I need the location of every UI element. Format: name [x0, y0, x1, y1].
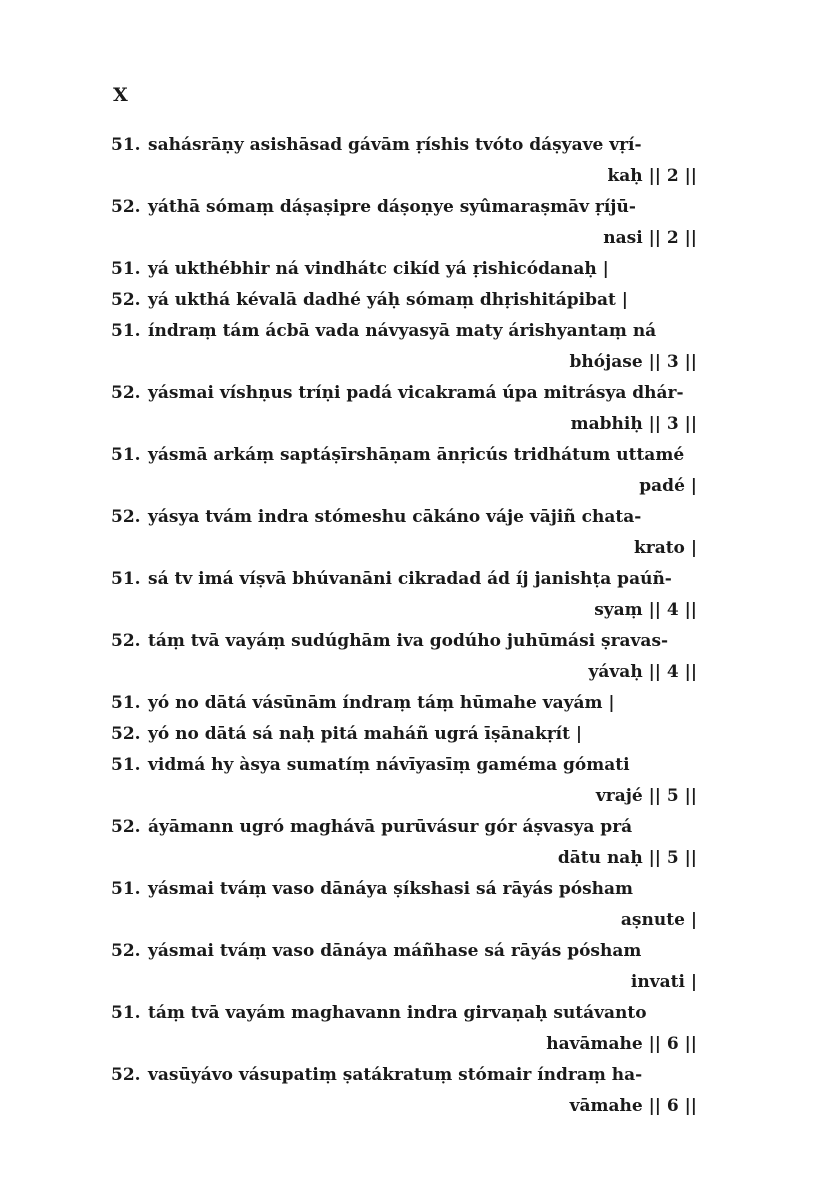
verse-continuation: krato | — [633, 538, 697, 558]
verse-item — [111, 254, 697, 285]
verse-item — [111, 874, 697, 936]
verse-number: 52. — [111, 197, 141, 217]
verse-line — [111, 1060, 697, 1091]
verse-continuation: vāmahe || 6 || — [569, 1096, 697, 1116]
verse-item — [111, 285, 697, 316]
verse-line — [111, 440, 697, 471]
verse-text: sá tv imá víṣvā bhúvanāni cikradad ád íj janishṭa paúñ- — [148, 569, 672, 589]
verse-item — [111, 688, 697, 719]
verse-line — [111, 192, 697, 223]
verse-line — [111, 750, 697, 781]
verse-number: 51. — [111, 755, 141, 775]
verse-text: yásmā arkáṃ saptáṣīrshāṇam ānṛicús tridhátum uttamé — [148, 445, 685, 465]
verse-item — [111, 378, 697, 440]
verse-continuation: aṣnute | — [620, 910, 697, 930]
verse-continuation: mabhiḥ || 3 || — [570, 414, 697, 434]
verse-text: yá ukthá kévalā dadhé yáḥ sómaṃ dhṛishitápibat | — [148, 290, 628, 310]
verse-item — [111, 719, 697, 750]
verse-number: 52. — [111, 290, 141, 310]
verse-item — [111, 812, 697, 874]
verse-continuation: vrajé || 5 || — [595, 786, 697, 806]
verse-number: 51. — [111, 693, 141, 713]
verse-number: 51. — [111, 445, 141, 465]
verse-number: 51. — [111, 569, 141, 589]
verse-line — [111, 130, 697, 161]
verse-number: 51. — [111, 259, 141, 279]
verse-number: 52. — [111, 631, 141, 651]
verse-number: 52. — [111, 1065, 141, 1085]
verse-continuation: nasi || 2 || — [603, 228, 697, 248]
verse-number: 52. — [111, 383, 141, 403]
verse-line — [111, 688, 697, 719]
verse-item — [111, 564, 697, 626]
verse-text: índraṃ tám ácbā vada návyasyā maty árishyantaṃ ná — [148, 321, 657, 341]
verse-text: yásya tvám indra stómeshu cākáno váje vājiñ chata- — [148, 507, 642, 527]
verse-line — [111, 378, 697, 409]
verse-line — [111, 316, 697, 347]
verse-line — [111, 285, 697, 316]
page-number: X — [113, 84, 128, 106]
verse-continuation: invati | — [630, 972, 697, 992]
verse-number: 51. — [111, 321, 141, 341]
verse-line — [111, 502, 697, 533]
verse-text: táṃ tvā vayám maghavann indra girvaṇaḥ sutávanto — [148, 1003, 647, 1023]
verse-text: yáthā sómaṃ dáṣaṣipre dáṣoṇye syûmaraṣmāv ṛíjū- — [148, 197, 636, 217]
verse-line — [111, 254, 697, 285]
verse-line — [111, 936, 697, 967]
verse-item — [111, 750, 697, 812]
verse-continuation: bhójase || 3 || — [569, 352, 697, 372]
verse-number: 52. — [111, 817, 141, 837]
verse-line — [111, 626, 697, 657]
verse-number: 51. — [111, 1003, 141, 1023]
verse-item — [111, 936, 697, 998]
verse-text: yó no dātá sá naḥ pitá maháñ ugrá īṣānakṛít | — [148, 724, 583, 744]
verse-list — [111, 130, 697, 1122]
verse-text: yó no dātá vásūnām índraṃ táṃ hūmahe vayám | — [148, 693, 615, 713]
verse-item — [111, 626, 697, 688]
verse-item — [111, 316, 697, 378]
verse-continuation: dātu naḥ || 5 || — [557, 848, 697, 868]
verse-text: yásmai tváṃ vaso dānáya ṣíkshasi sá rāyás pósham — [148, 879, 634, 899]
verse-item — [111, 130, 697, 192]
verse-item — [111, 192, 697, 254]
verse-text: yá ukthébhir ná vindhátc cikíd yá ṛishicódanaḥ | — [148, 259, 609, 279]
verse-text: yásmai tváṃ vaso dānáya máñhase sá rāyás pósham — [148, 941, 642, 961]
verse-number: 52. — [111, 941, 141, 961]
verse-continuation: syaṃ || 4 || — [594, 600, 697, 620]
verse-line — [111, 719, 697, 750]
verse-text: táṃ tvā vayáṃ sudúghām iva godúho juhūmási ṣravas- — [148, 631, 669, 651]
verse-continuation: kaḥ || 2 || — [607, 166, 697, 186]
verse-number: 52. — [111, 507, 141, 527]
verse-continuation: havāmahe || 6 || — [546, 1034, 697, 1054]
verse-number: 51. — [111, 135, 141, 155]
verse-continuation: yávaḥ || 4 || — [588, 662, 697, 682]
verse-line — [111, 998, 697, 1029]
verse-line — [111, 812, 697, 843]
verse-number: 52. — [111, 724, 141, 744]
verse-item — [111, 440, 697, 502]
verse-item — [111, 998, 697, 1060]
verse-number: 51. — [111, 879, 141, 899]
verse-text: vasūyávo vásupatiṃ ṣatákratuṃ stómair índraṃ ha- — [148, 1065, 643, 1085]
verse-continuation: padé | — [639, 476, 697, 496]
verse-item — [111, 502, 697, 564]
verse-text: áyāmann ugró maghávā purūvásur gór áṣvasya prá — [148, 817, 633, 837]
verse-text: yásmai víshṇus tríṇi padá vicakramá úpa mitrásya dhár- — [148, 383, 684, 403]
verse-line — [111, 874, 697, 905]
verse-item — [111, 1060, 697, 1122]
verse-text: vidmá hy àsya sumatíṃ návīyasīṃ gaméma gómati — [148, 755, 630, 775]
verse-text: sahásrāṇy asishāsad gávām ṛíshis tvóto dáṣyave vṛí- — [148, 135, 642, 155]
verse-line — [111, 564, 697, 595]
